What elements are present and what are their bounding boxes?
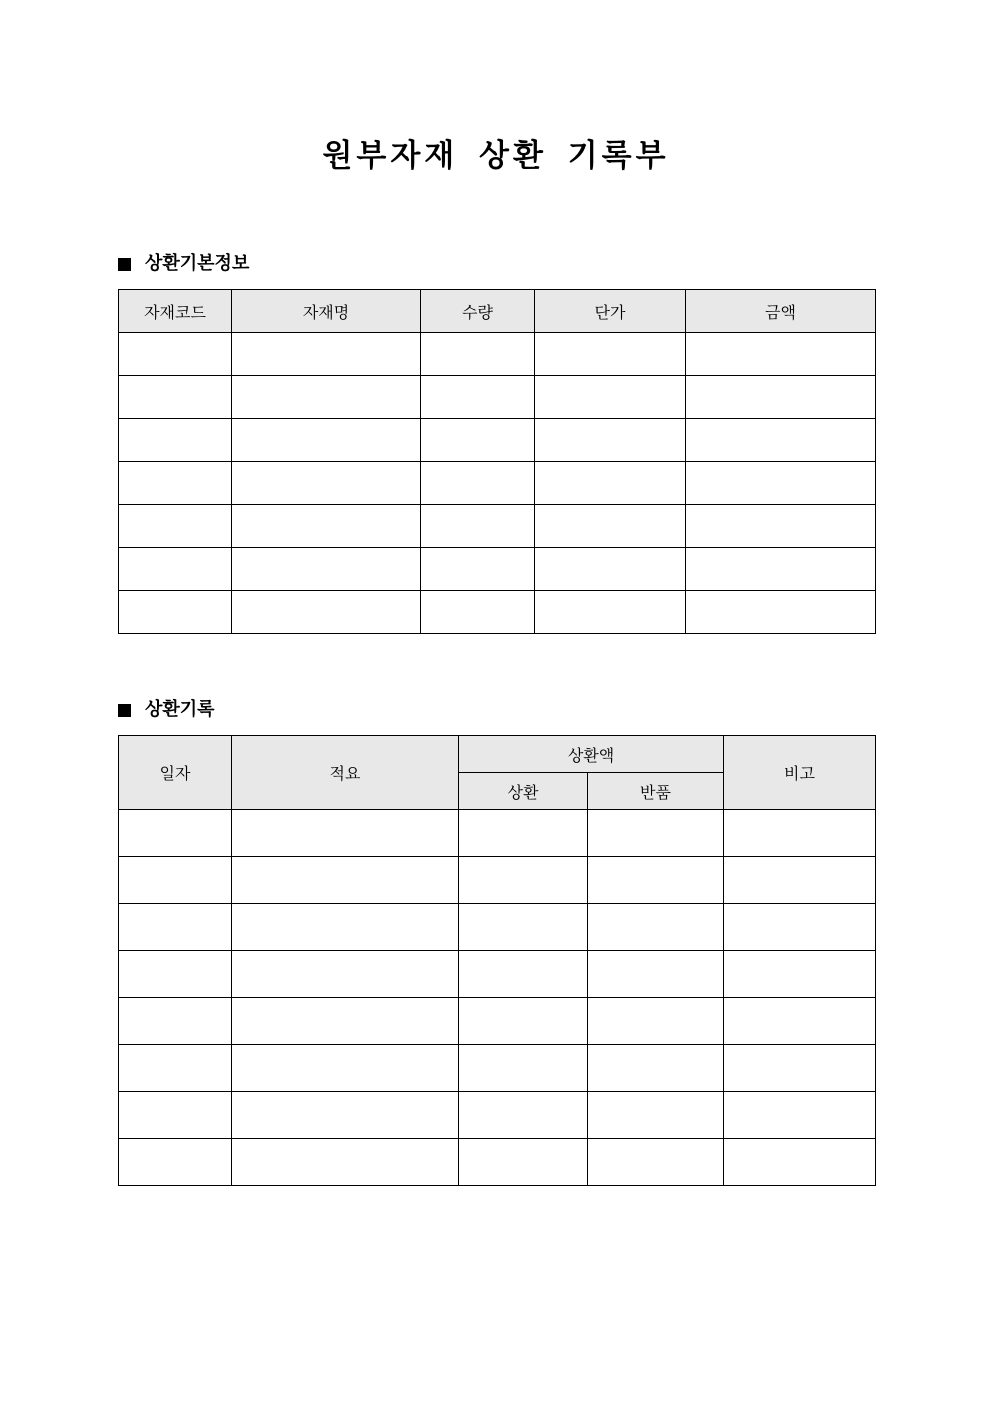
- table-cell[interactable]: [119, 1045, 232, 1092]
- table-row: [119, 462, 876, 505]
- section-heading-repayment-record: [118, 698, 215, 722]
- table-cell[interactable]: [588, 998, 724, 1045]
- table-cell[interactable]: [588, 904, 724, 951]
- table-cell[interactable]: [119, 462, 232, 505]
- table-cell[interactable]: [119, 376, 232, 419]
- table-cell[interactable]: [535, 462, 686, 505]
- table-cell[interactable]: [459, 857, 588, 904]
- table-cell[interactable]: [686, 376, 876, 419]
- table-cell[interactable]: [724, 904, 876, 951]
- table-cell[interactable]: [535, 505, 686, 548]
- table-row: [119, 1139, 876, 1186]
- table-row: [119, 548, 876, 591]
- table-cell[interactable]: [459, 1139, 588, 1186]
- repayment-record-table: [118, 735, 876, 1186]
- table-cell[interactable]: [588, 951, 724, 998]
- table-cell[interactable]: [421, 591, 535, 634]
- table-cell[interactable]: [459, 904, 588, 951]
- column-header-repayment-amount: 상환액: [459, 736, 724, 773]
- table-cell[interactable]: [588, 1092, 724, 1139]
- column-header-repay: 상환: [459, 773, 588, 810]
- section-heading-label: 상환기록: [145, 699, 215, 720]
- column-header-unit-price: 단가: [535, 290, 686, 333]
- table-cell[interactable]: [232, 591, 421, 634]
- table-cell[interactable]: [724, 1139, 876, 1186]
- table-cell[interactable]: [588, 857, 724, 904]
- section-heading-label: 상환기본정보: [145, 253, 250, 274]
- table-cell[interactable]: [724, 998, 876, 1045]
- table-row: [119, 419, 876, 462]
- table-cell[interactable]: [459, 998, 588, 1045]
- table-cell[interactable]: [119, 591, 232, 634]
- square-bullet-icon: [118, 258, 131, 271]
- table-cell[interactable]: [686, 591, 876, 634]
- table-row: [119, 998, 876, 1045]
- table-row: [119, 810, 876, 857]
- table-cell[interactable]: [232, 462, 421, 505]
- table-cell[interactable]: [686, 505, 876, 548]
- column-header-quantity: 수량: [421, 290, 535, 333]
- table-cell[interactable]: [232, 333, 421, 376]
- table-cell[interactable]: [724, 810, 876, 857]
- table-cell[interactable]: [421, 419, 535, 462]
- table-cell[interactable]: [232, 951, 459, 998]
- column-header-remarks: 비고: [724, 736, 876, 810]
- table-cell[interactable]: [232, 810, 459, 857]
- table-cell[interactable]: [588, 1045, 724, 1092]
- table-cell[interactable]: [421, 462, 535, 505]
- table-cell[interactable]: [686, 333, 876, 376]
- table-row: [119, 857, 876, 904]
- table-cell[interactable]: [535, 376, 686, 419]
- table-cell[interactable]: [232, 1045, 459, 1092]
- table-header-row: [119, 736, 876, 773]
- table-cell[interactable]: [232, 376, 421, 419]
- table-cell[interactable]: [119, 333, 232, 376]
- table-cell[interactable]: [724, 857, 876, 904]
- table-cell[interactable]: [421, 505, 535, 548]
- table-cell[interactable]: [588, 1139, 724, 1186]
- table-cell[interactable]: [232, 419, 421, 462]
- table-cell[interactable]: [119, 998, 232, 1045]
- table-cell[interactable]: [686, 419, 876, 462]
- column-header-material-name: 자재명: [232, 290, 421, 333]
- table-cell[interactable]: [232, 857, 459, 904]
- column-header-date: 일자: [119, 736, 232, 810]
- table-cell[interactable]: [686, 462, 876, 505]
- table-cell[interactable]: [459, 1045, 588, 1092]
- table-row: [119, 333, 876, 376]
- table-cell[interactable]: [119, 419, 232, 462]
- table-cell[interactable]: [119, 505, 232, 548]
- document-title: 원부자재 상환 기록부: [322, 138, 670, 174]
- table-cell[interactable]: [232, 1139, 459, 1186]
- table-cell[interactable]: [459, 810, 588, 857]
- table-cell[interactable]: [119, 857, 232, 904]
- table-cell[interactable]: [421, 376, 535, 419]
- table-cell[interactable]: [724, 951, 876, 998]
- table-row: [119, 904, 876, 951]
- table-cell[interactable]: [232, 904, 459, 951]
- column-header-summary: 적요: [232, 736, 459, 810]
- table-cell[interactable]: [686, 548, 876, 591]
- table-row: [119, 1045, 876, 1092]
- table-cell[interactable]: [119, 548, 232, 591]
- table-cell[interactable]: [459, 951, 588, 998]
- table-cell[interactable]: [535, 591, 686, 634]
- table-row: [119, 591, 876, 634]
- table-cell[interactable]: [232, 998, 459, 1045]
- table-cell[interactable]: [535, 548, 686, 591]
- table-row: [119, 951, 876, 998]
- table-cell[interactable]: [119, 904, 232, 951]
- table-cell[interactable]: [232, 548, 421, 591]
- table-cell[interactable]: [232, 1092, 459, 1139]
- table-cell[interactable]: [232, 505, 421, 548]
- table-cell[interactable]: [588, 810, 724, 857]
- basic-info-table: [118, 289, 876, 634]
- section-heading-basic-info: [118, 252, 249, 276]
- table-row: [119, 1092, 876, 1139]
- table-cell[interactable]: [119, 1092, 232, 1139]
- column-header-amount: 금액: [686, 290, 876, 333]
- table-cell[interactable]: [119, 1139, 232, 1186]
- table-cell[interactable]: [421, 548, 535, 591]
- table-cell[interactable]: [724, 1092, 876, 1139]
- column-header-material-code: 자재코드: [119, 290, 232, 333]
- table-cell[interactable]: [421, 333, 535, 376]
- table-row: [119, 376, 876, 419]
- table-row: [119, 505, 876, 548]
- column-header-return: 반품: [588, 773, 724, 810]
- table-header-row: [119, 290, 876, 333]
- table-cell[interactable]: [119, 951, 232, 998]
- table-cell[interactable]: [535, 419, 686, 462]
- table-cell[interactable]: [535, 333, 686, 376]
- square-bullet-icon: [118, 704, 131, 717]
- table-cell[interactable]: [724, 1045, 876, 1092]
- table-cell[interactable]: [119, 810, 232, 857]
- table-cell[interactable]: [459, 1092, 588, 1139]
